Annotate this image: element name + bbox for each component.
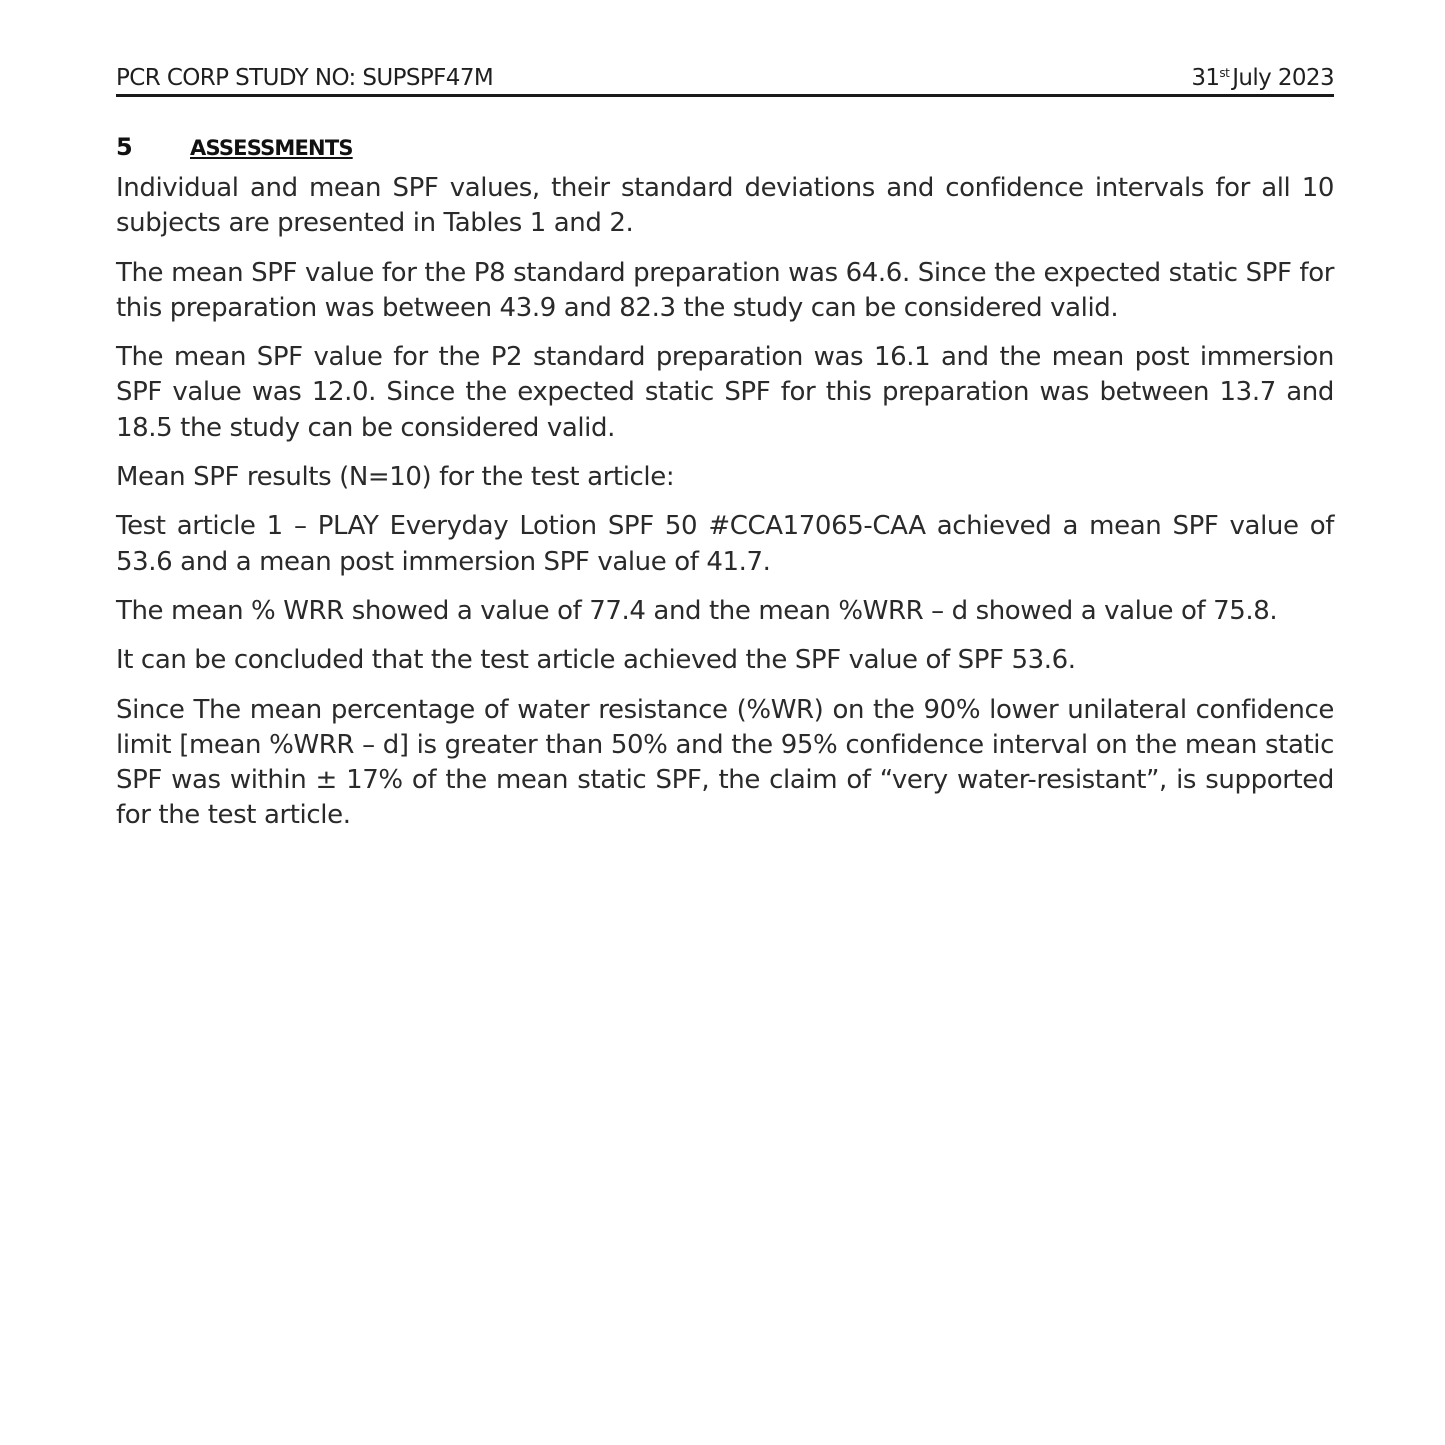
section-heading xyxy=(116,133,1334,161)
paragraph-p2-standard: The mean SPF value for the P2 standard preparation was 16.1 and the mean post immersion SPF value was 12.0. Since the expected static SPF for this preparation was between 13.7 and 18.5 the study can be considered valid. xyxy=(116,342,1334,443)
section-title: ASSESSMENTS xyxy=(190,136,353,160)
paragraph-tables-intro: Individual and mean SPF values, their standard deviations and confidence intervals for all 10 subjects are presented in Tables 1 and 2. xyxy=(116,173,1334,239)
paragraph-wrr: The mean % WRR showed a value of 77.4 and the mean %WRR – d showed a value of 75.8. xyxy=(116,595,1278,626)
document-page xyxy=(116,62,1334,848)
report-date xyxy=(1191,62,1334,94)
paragraph-water-resistance-claim: Since The mean percentage of water resistance (%WR) on the 90% lower unilateral confidence limit [mean %WRR – d] is greater than 50% and the 95% confidence interval on the mean static SPF was within ± 17% of the mean static SPF, the claim of “very water-resistant”, is supported for the test article. xyxy=(116,694,1334,831)
section-number: 5 xyxy=(116,133,133,161)
date-day: 31 xyxy=(1191,65,1220,91)
paragraph-p8-standard: The mean SPF value for the P8 standard preparation was 64.6. Since the expected static SPF for this preparation was between 43.9 and 82.3 the study can be considered valid. xyxy=(116,257,1334,323)
date-suffix: st xyxy=(1219,66,1230,80)
page-header xyxy=(116,62,1334,97)
paragraph-conclusion: It can be concluded that the test article achieved the SPF value of SPF 53.6. xyxy=(116,645,1076,676)
date-rest: July 2023 xyxy=(1232,65,1334,91)
paragraph-mean-results-intro: Mean SPF results (N=10) for the test article: xyxy=(116,462,675,493)
study-number: PCR CORP STUDY NO: SUPSPF47M xyxy=(116,65,494,91)
paragraph-test-article: Test article 1 – PLAY Everyday Lotion SPF 50 #CCA17065-CAA achieved a mean SPF value of 53.6 and a mean post immersion SPF value of 41.7. xyxy=(116,511,1334,577)
